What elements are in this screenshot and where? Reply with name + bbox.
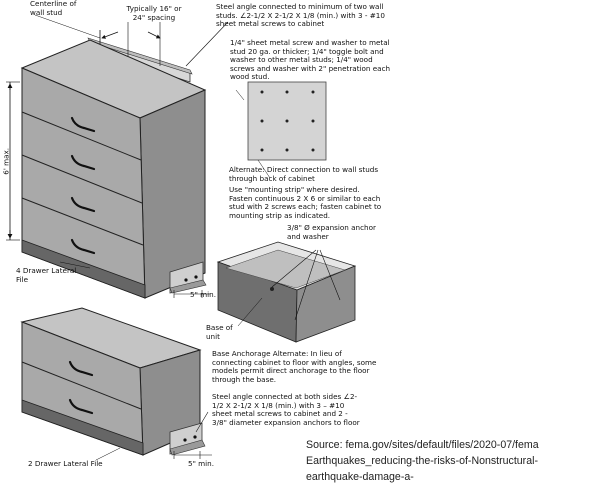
label-centerline: Centerline of wall stud	[30, 0, 77, 17]
label-alternate-direct: Alternate: Direct connection to wall studs through back of cabinet	[229, 165, 379, 183]
source-citation	[306, 437, 596, 485]
source-line-1: Source: fema.gov/sites/default/files/2020-07/fema	[306, 439, 539, 451]
label-mounting-strip: Use "mounting strip" where desired. Fasten continuous 2 X 6 or similar to each stud with 2 screws each; fasten cabinet to mounting strip as indicated.	[229, 185, 382, 220]
source-line-2: Earthquakes_reducing-the-risks-of-Nonstructural-	[306, 455, 538, 467]
label-spacing: Typically 16" or 24" spacing	[126, 4, 182, 22]
label-height: 6' max.	[1, 147, 11, 175]
label-min-bottom: 5" min.	[188, 459, 215, 468]
label-two-drawer: 2 Drawer Lateral File	[28, 459, 103, 468]
label-base-anchorage: Base Anchorage Alternate: In lieu of connecting cabinet to floor with angles, some models permit direct anchorage to the floor through the base.	[212, 349, 377, 384]
source-line-3: earthquake-damage-a-	[306, 471, 414, 483]
label-steel-angle-bottom: Steel angle connected at both sides ∠2-1/2 X 2-1/2 X 1/8 (min.) with 3 – #10 sheet metal screws to cabinet and 2 - 3/8" diameter expansion anchors to floor	[212, 392, 360, 427]
label-sheet-metal: 1/4" sheet metal screw and washer to metal stud 20 ga. or thicker; 1/4" toggle bolt and washer to other metal studs; 1/4" wood screws and washer with 2" penetration each wood stud.	[230, 38, 391, 82]
label-steel-angle-top: Steel angle connected to minimum of two wall studs. ∠2-1/2 X 2-1/2 X 1/8 (min.) with 3 - #10 sheet metal screws to cabinet	[216, 2, 385, 29]
label-min-top: 5" min.	[190, 290, 217, 299]
label-four-drawer: 4 Drawer Lateral File	[16, 266, 77, 284]
label-expansion-anchor: 3/8" Ø expansion anchor and washer	[287, 223, 376, 241]
four-drawer-cabinet	[22, 40, 205, 298]
label-base-of-unit: Base of unit	[206, 323, 233, 341]
stud-detail-panel	[248, 82, 326, 160]
